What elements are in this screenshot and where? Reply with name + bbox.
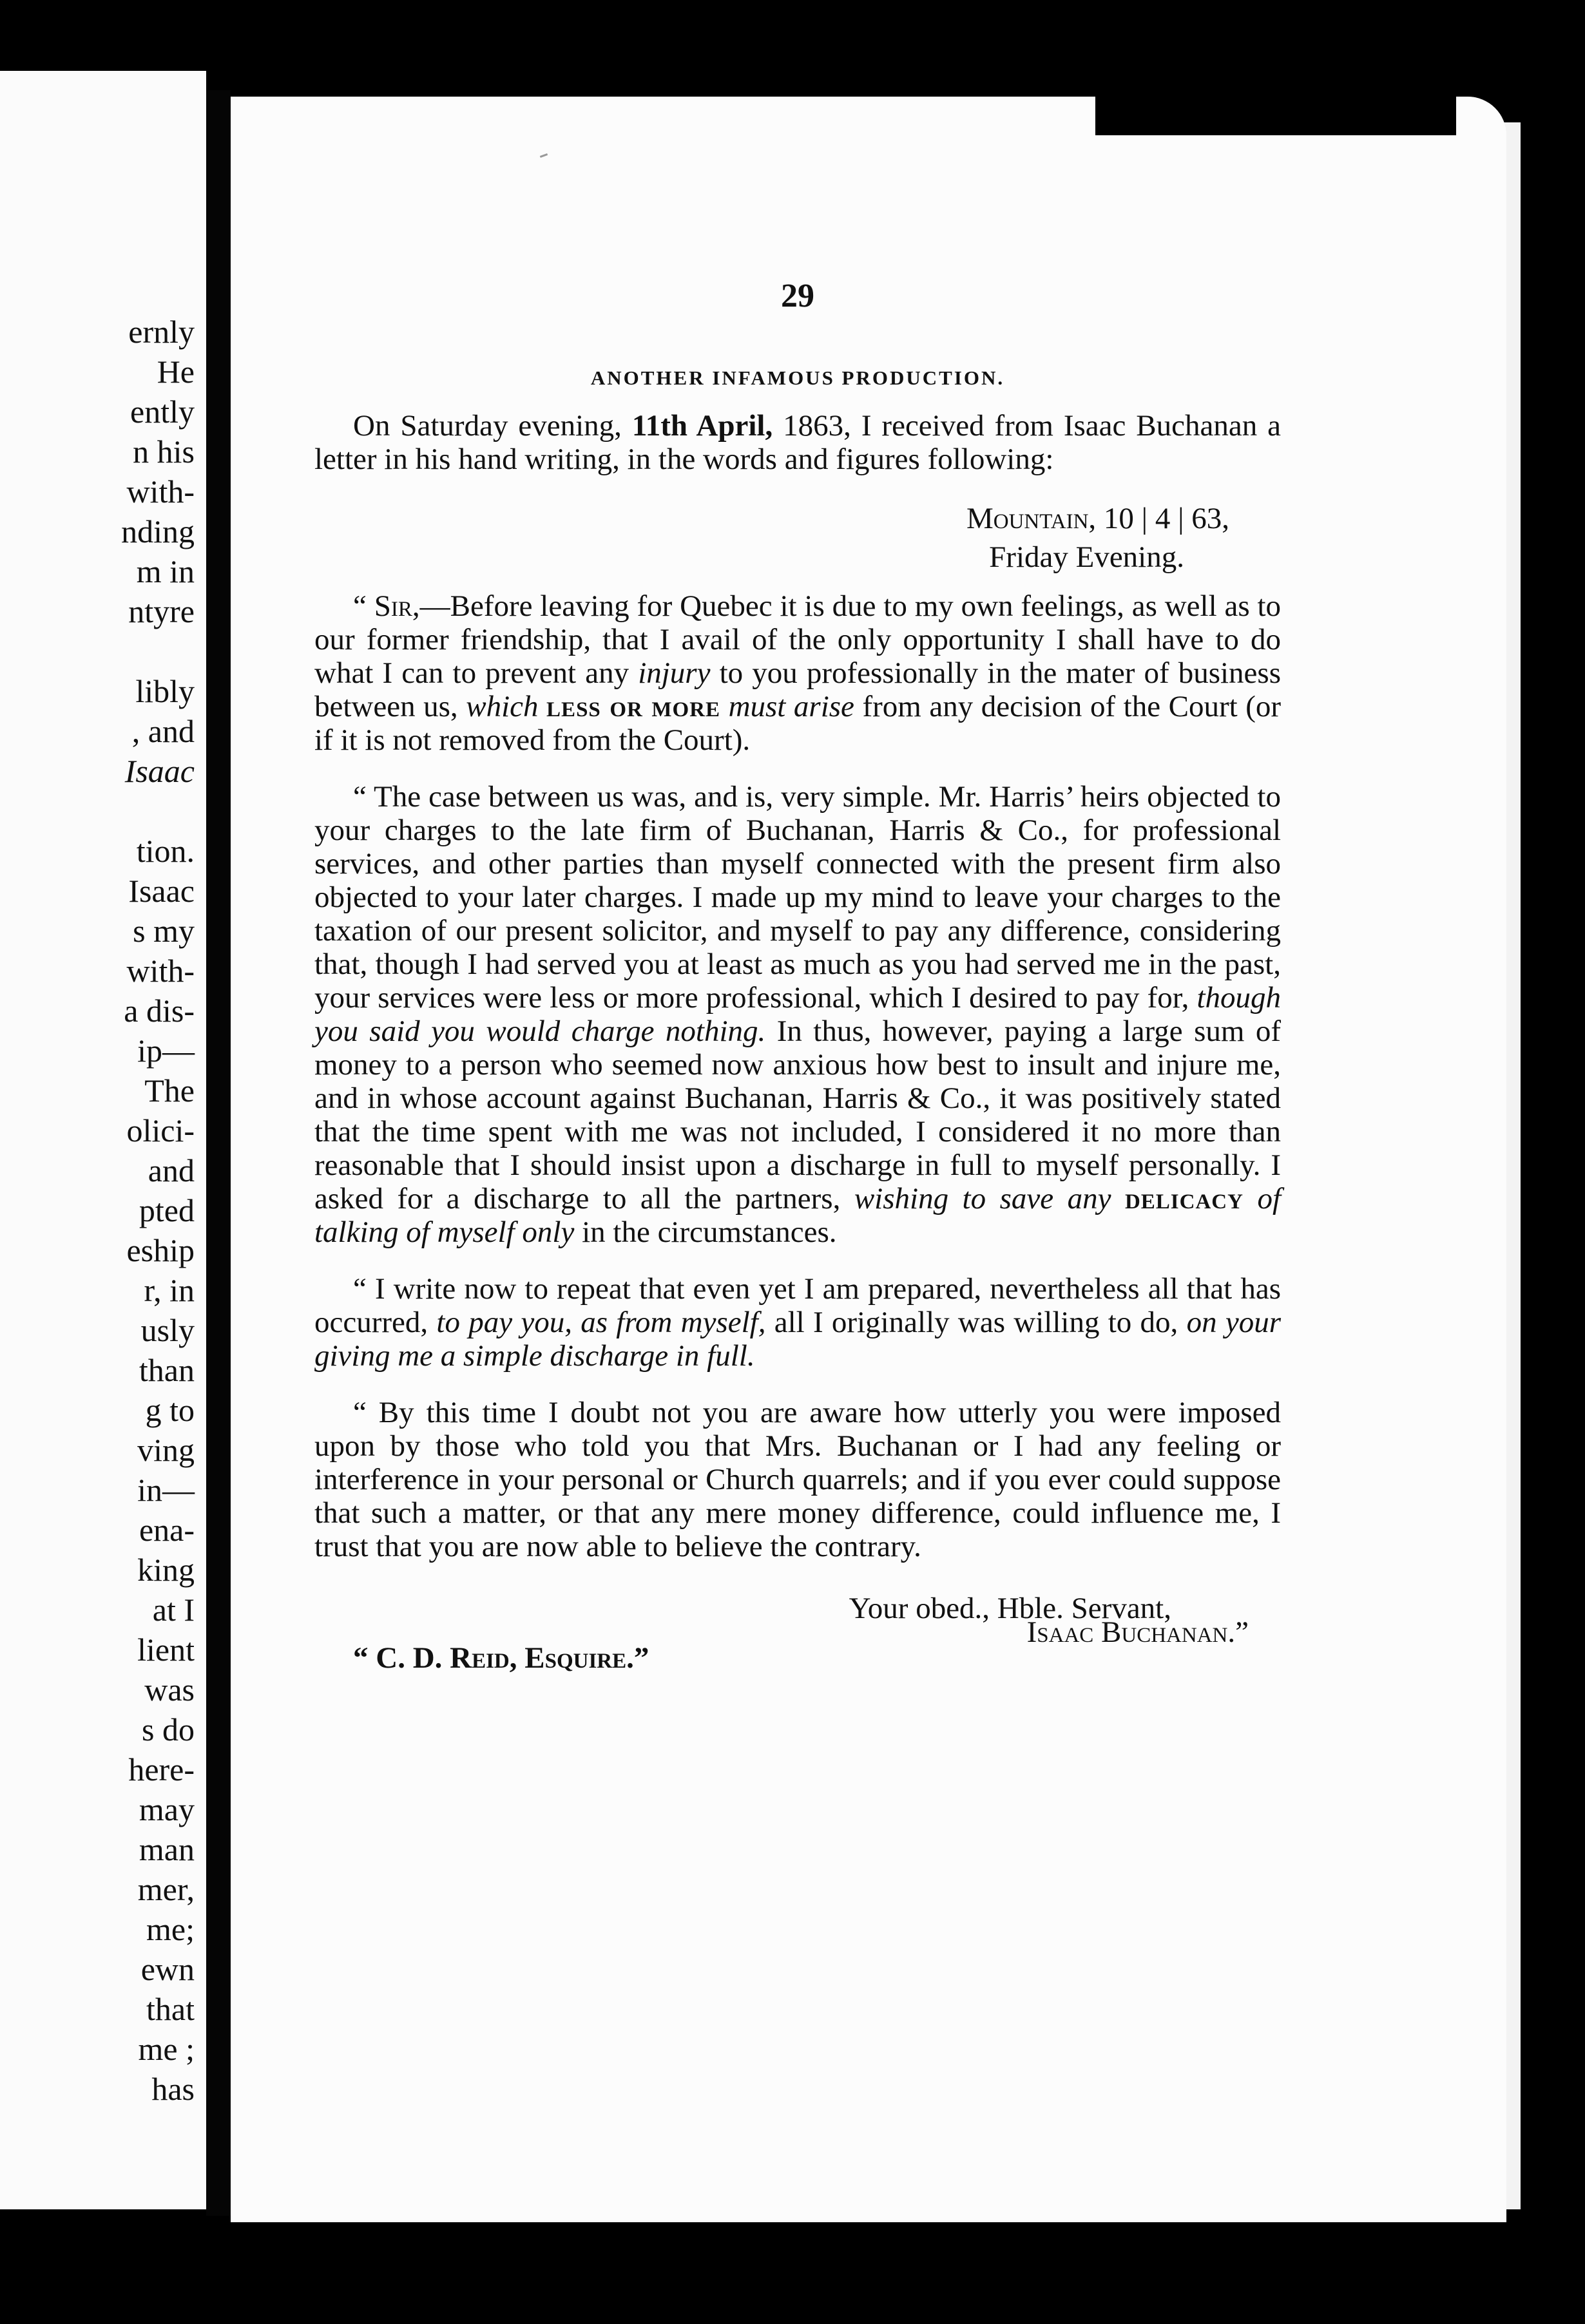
left-page-fragment: ip— <box>137 1033 195 1069</box>
left-page-fragment: The <box>144 1072 195 1109</box>
left-page-fragment: mer, <box>137 1871 195 1907</box>
left-page-fragment: king <box>137 1552 195 1588</box>
page-number: 29 <box>781 278 814 314</box>
left-page-fragment: with- <box>126 953 195 989</box>
left-page-fragment: ntyre <box>128 593 195 629</box>
letter-paragraph-3: “ I write now to repeat that even yet I am prepared, nevertheless all that has occurred, to pay you, as from myself, all I originally was willing to do, on your giving me a simple discharge in full. <box>314 1272 1282 1373</box>
left-page-fragment: pted <box>139 1192 195 1228</box>
left-page-fragment: s my <box>133 913 195 949</box>
left-page-fragment: Isaac <box>124 753 195 789</box>
intro-paragraph: On Saturday evening, 11th April, 1863, I received from Isaac Buchanan a letter in his hand writing, in the words and figures following: <box>314 409 1282 476</box>
left-page-fragment: ving <box>137 1432 195 1468</box>
left-page-fragment: nding <box>121 513 195 549</box>
left-page-fragment: was <box>144 1672 195 1708</box>
left-page-fragment: ewn <box>140 1951 195 1987</box>
left-page-fragment: me ; <box>138 2031 195 2067</box>
left-page-fragment: a dis- <box>124 993 195 1029</box>
left-page-fragment: libly <box>135 673 195 709</box>
addressee: “ C. D. Reid, Esquire.” <box>353 1641 649 1675</box>
left-page-fragment: in— <box>137 1472 195 1508</box>
left-page-fragment: ernly <box>128 314 195 350</box>
left-page-fragment: , and <box>131 713 195 749</box>
signature-row <box>314 1615 1281 1686</box>
left-page-fragment: here- <box>128 1751 195 1787</box>
left-page-fragment: m in <box>136 553 195 589</box>
main-page <box>231 97 1506 2222</box>
left-page-fragment: that <box>146 1991 195 2027</box>
letter-paragraph-4: “ By this time I doubt not you are aware how utterly you were imposed upon by those who told you that Mrs. Buchanan or I had any feeling or interference in your personal or Church quarrels; and if you ever could suppose that such a matter, or that any mere money difference, could influence me, I trust that you are now able to believe the contrary. <box>314 1396 1281 1563</box>
left-page-fragment: ently <box>130 394 195 430</box>
letter-paragraph-1: “ Sir,—Before leaving for Quebec it is due to my own feelings, as well as to our former friendship, that I avail of the only opportunity I shall have to do what I can to prevent any injury to you professionally in the mater of business between us, which less or more must arise from any decision of the Court (or if it is not removed from the Court). <box>314 589 1282 757</box>
left-page-fragment: Isaac <box>128 873 195 909</box>
left-page-fragment: r, in <box>144 1272 195 1308</box>
left-page-fragment: lient <box>137 1632 195 1668</box>
left-page-fragment: eship <box>126 1232 195 1268</box>
left-facing-page <box>0 71 206 2209</box>
left-page-fragment: than <box>139 1352 195 1388</box>
left-page-fragment: has <box>151 2071 195 2107</box>
torn-page-corner <box>1095 77 1456 135</box>
left-page-fragment: may <box>139 1791 195 1827</box>
left-page-fragment: ena- <box>139 1512 195 1548</box>
left-page-fragment: tion. <box>136 833 195 869</box>
signer-name: Isaac Buchanan.” <box>1026 1615 1249 1649</box>
left-page-fragment: at I <box>152 1592 195 1628</box>
left-page-fragment: n his <box>133 433 195 470</box>
letter-paragraph-2: “ The case between us was, and is, very simple. Mr. Harris’ heirs objected to your charges to the late firm of Buchanan, Harris & Co., for professional services, and other parties than myself connected with the present firm also objected to your later charges. I made up my mind to leave your charges to the taxation of our present solicitor, and myself to pay any difference, considering that, though I had served you at least as much as you had served me in the past, your services were less or more professional, which I desired to pay for, though you said you would charge nothing. In thus, however, paying a large sum of money to a person who seemed now anxious how best to insult and injure me, and in whose account against Buchanan, Harris & Co., it was positively stated that the time spent with me was not included, I considered it no more than reasonable that I should insist upon a discharge in full to myself personally. I asked for a discharge to all the partners, wishing to save any delicacy of talking of myself only in the circumstances. <box>314 780 1282 1249</box>
page-content <box>314 277 1281 1686</box>
left-page-fragment: usly <box>140 1312 195 1348</box>
closing-salutation: Your obed., Hble. Servant, <box>849 1592 1171 1625</box>
left-page-fragment: and <box>148 1152 195 1188</box>
letter-dateline: Mountain, 10 | 4 | 63, Friday Evening. <box>966 502 1229 574</box>
left-page-fragment: me; <box>146 1911 195 1947</box>
book-gutter <box>206 90 231 2216</box>
left-page-fragment: s do <box>142 1711 195 1748</box>
left-page-fragment: with- <box>126 473 195 510</box>
left-page-fragment: man <box>139 1831 195 1867</box>
left-page-fragment: olici- <box>126 1112 195 1148</box>
section-heading: ANOTHER INFAMOUS PRODUCTION. <box>590 367 1005 389</box>
ink-mark <box>540 153 548 158</box>
left-page-fragment: He <box>157 354 195 390</box>
left-page-fragment: g to <box>145 1392 195 1428</box>
